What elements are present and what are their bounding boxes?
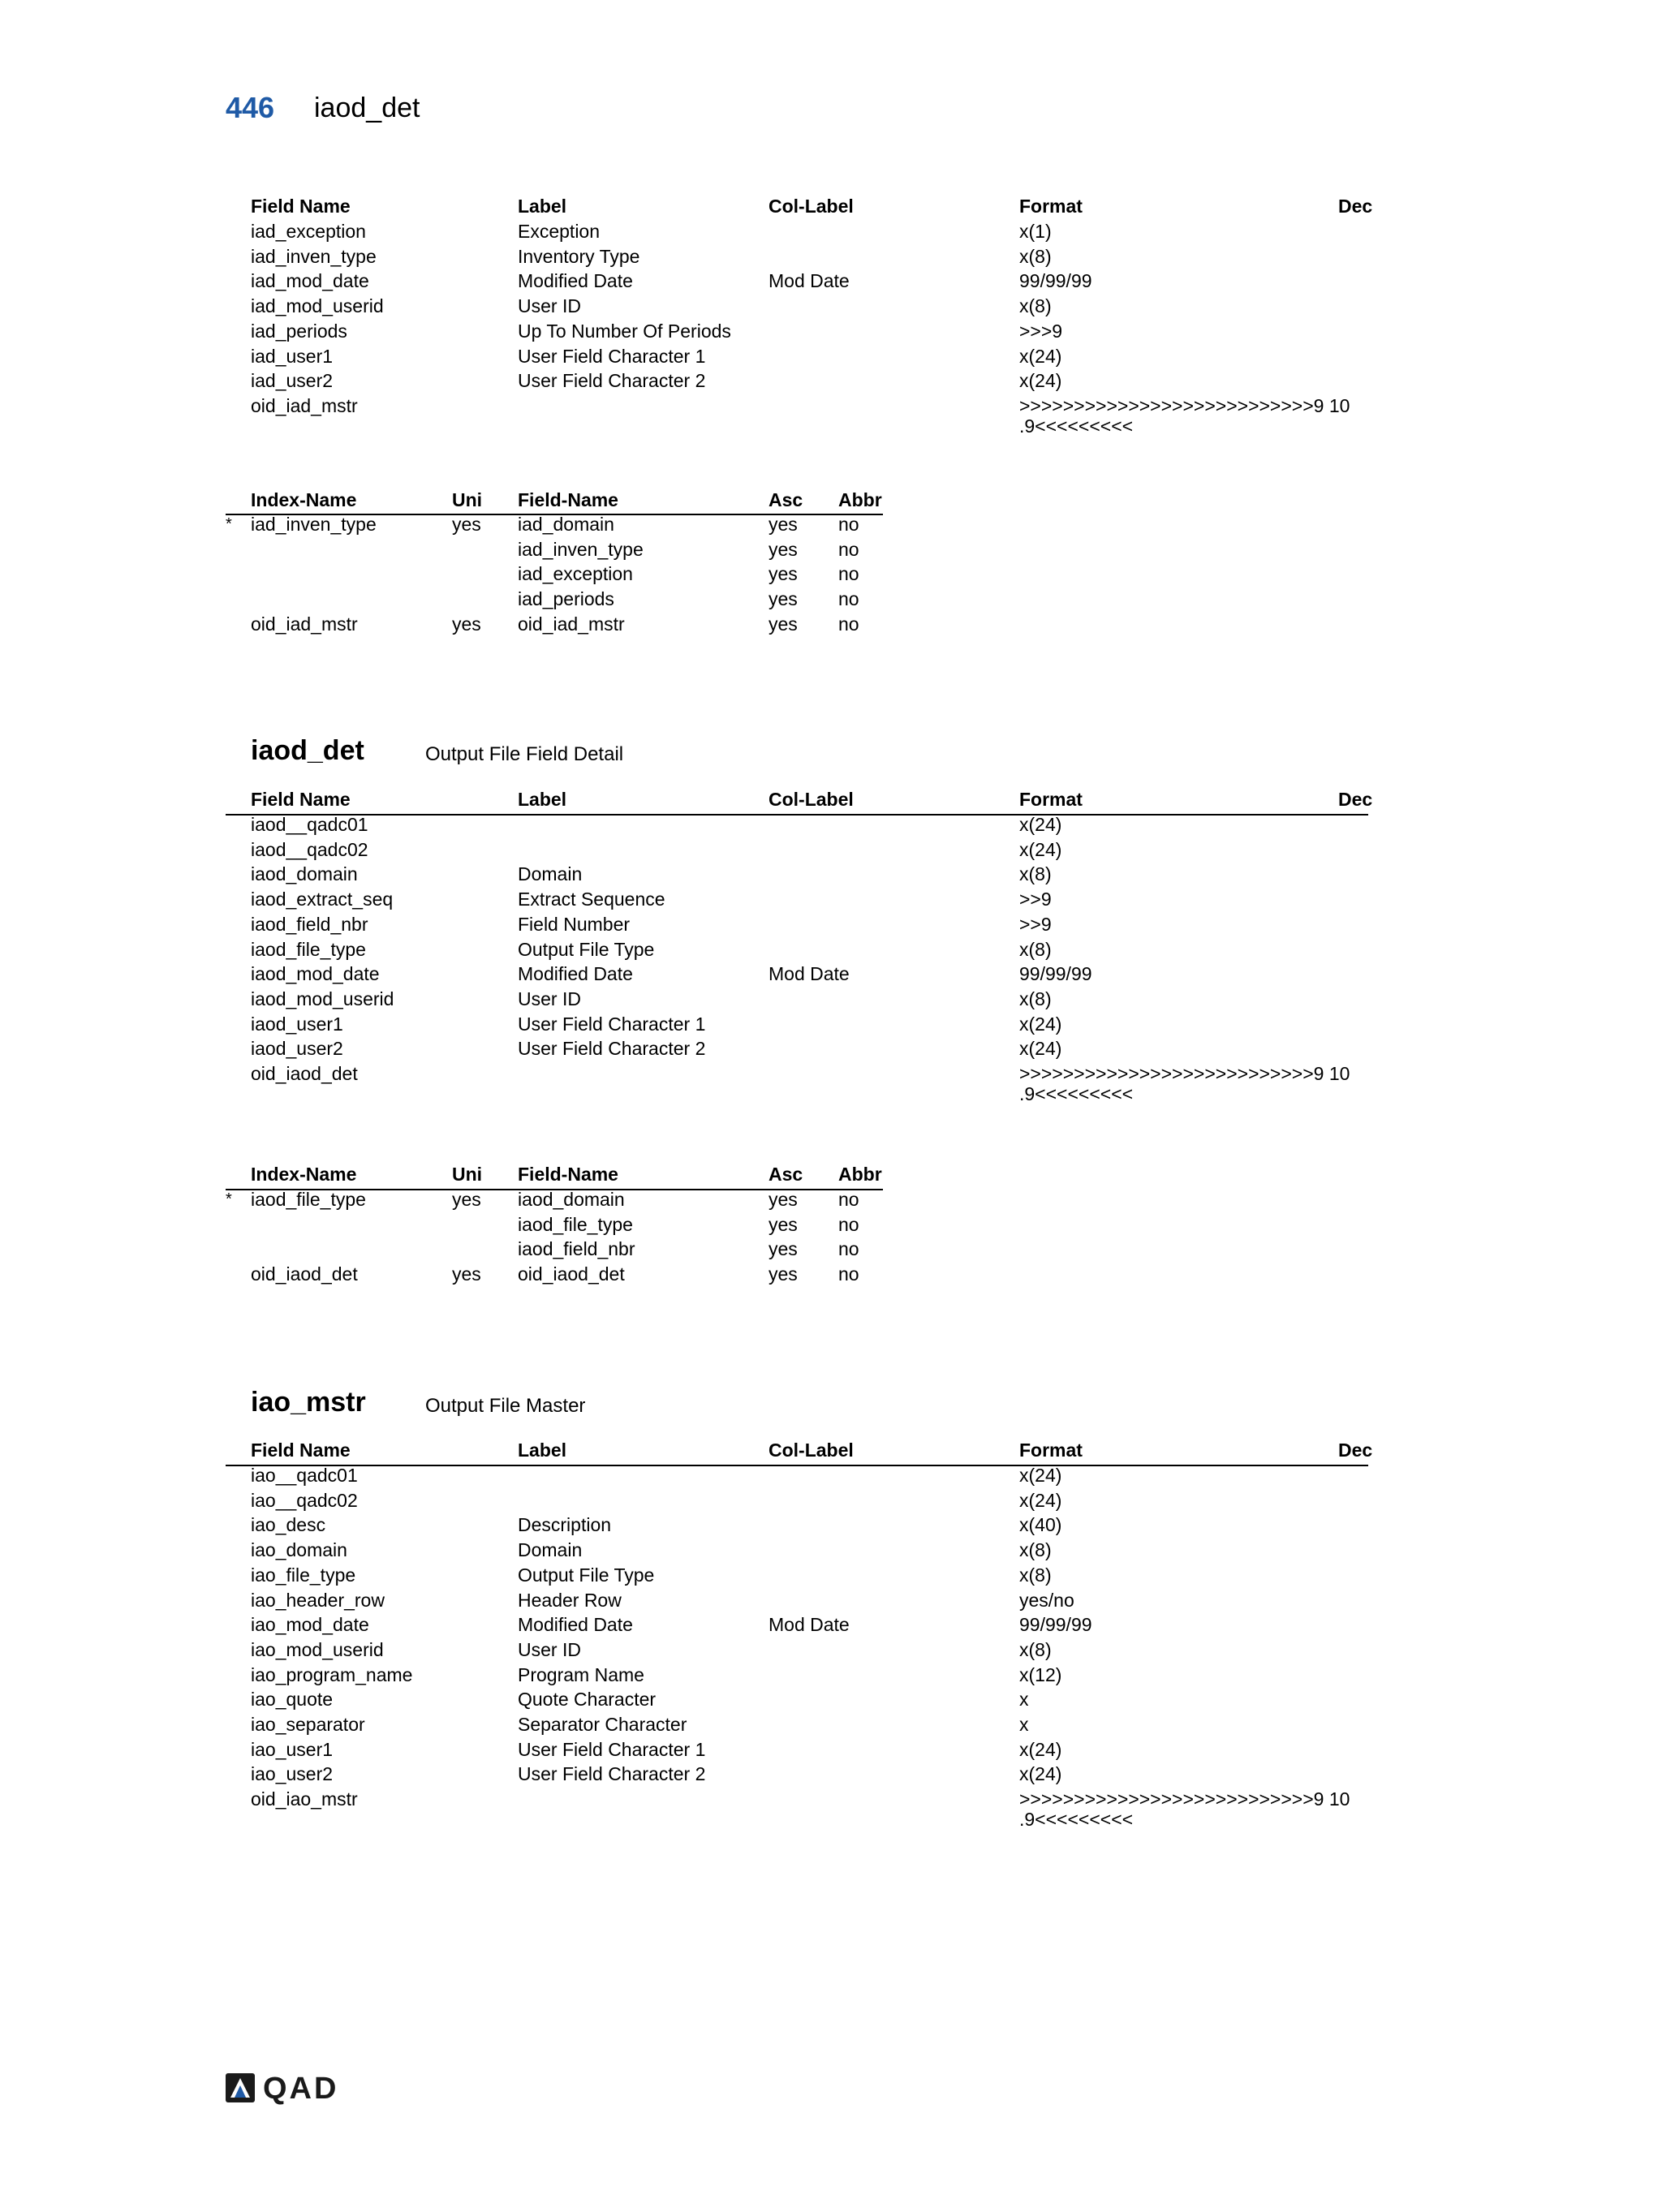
field-format: x(24) xyxy=(1019,1489,1062,1511)
field-format: x(24) xyxy=(1019,1038,1062,1060)
field-name: iao_program_name xyxy=(251,1663,413,1685)
field-label: Inventory Type xyxy=(518,245,640,267)
field-name-header: Field-Name xyxy=(518,489,618,510)
field-format: x(8) xyxy=(1019,1638,1052,1660)
field-format: >>9 xyxy=(1019,889,1052,910)
field-name: oid_iad_mstr xyxy=(251,394,358,416)
index-ascending: yes xyxy=(769,588,798,610)
field-name: iaod__qadc02 xyxy=(251,838,368,860)
field-label: User Field Character 1 xyxy=(518,345,706,367)
field-name: iad_mod_date xyxy=(251,270,369,292)
field-format: >>>9 xyxy=(1019,320,1063,342)
table-row xyxy=(0,319,1461,344)
field-name: iao__qadc01 xyxy=(251,1465,358,1486)
table-row xyxy=(0,937,1461,962)
field-table-header xyxy=(0,1438,1461,1463)
table-row xyxy=(0,1563,1461,1588)
field-format: x(8) xyxy=(1019,1539,1052,1561)
field-name: iaod_domain xyxy=(251,863,358,885)
table-row xyxy=(0,1061,1461,1087)
field-label: Modified Date xyxy=(518,1614,633,1636)
primary-index-marker: * xyxy=(226,515,232,533)
field-format: >>>>>>>>>>>>>>>>>>>>>>>>>>>9 10 xyxy=(1019,1063,1350,1084)
field-table-header xyxy=(0,787,1461,812)
field-format: x(24) xyxy=(1019,1465,1062,1486)
field-format: 99/99/99 xyxy=(1019,963,1092,985)
qad-logo-text: QAD xyxy=(263,2072,339,2106)
table-row xyxy=(0,1737,1461,1762)
table-row xyxy=(0,1012,1461,1037)
table-row xyxy=(0,1712,1461,1737)
field-label: Output File Type xyxy=(518,938,655,960)
field-label: User Field Character 1 xyxy=(518,1738,706,1760)
index-table-header xyxy=(0,1162,1461,1187)
page-title: iaod_det xyxy=(314,93,420,123)
index-ascending: yes xyxy=(769,613,798,635)
dec-header: Dec xyxy=(1338,789,1373,810)
field-label: Domain xyxy=(518,863,583,885)
format-header: Format xyxy=(1019,1440,1083,1461)
index-name: iaod_file_type xyxy=(251,1189,366,1210)
col-label-header: Col-Label xyxy=(769,789,854,810)
asc-header: Asc xyxy=(769,489,803,510)
field-name: iaod_extract_seq xyxy=(251,889,394,910)
index-row xyxy=(0,1262,1461,1287)
field-name: iao__qadc02 xyxy=(251,1489,358,1511)
index-abbreviated: no xyxy=(838,514,859,535)
index-abbreviated: no xyxy=(838,1263,859,1285)
field-name-header: Field Name xyxy=(251,789,351,810)
index-field-name: oid_iad_mstr xyxy=(518,613,625,635)
table-row xyxy=(0,837,1461,863)
field-name: iad_periods xyxy=(251,320,347,342)
field-format: x(24) xyxy=(1019,1738,1062,1760)
field-label: Up To Number Of Periods xyxy=(518,320,731,342)
field-name: iad_user1 xyxy=(251,345,334,367)
field-format: x xyxy=(1019,1714,1029,1735)
dec-header: Dec xyxy=(1338,196,1373,217)
table-row xyxy=(0,1513,1461,1538)
asc-header: Asc xyxy=(769,1164,803,1185)
field-label: User Field Character 2 xyxy=(518,370,706,392)
field-name: iad_inven_type xyxy=(251,245,377,267)
label-header: Label xyxy=(518,789,567,810)
index-abbreviated: no xyxy=(838,1189,859,1210)
table-row xyxy=(0,1637,1461,1663)
index-ascending: yes xyxy=(769,538,798,560)
table-row xyxy=(0,887,1461,912)
index-field-name: iad_inven_type xyxy=(518,538,644,560)
field-label: User ID xyxy=(518,295,581,317)
field-name: iad_exception xyxy=(251,221,366,242)
field-label: Extract Sequence xyxy=(518,889,665,910)
field-name: iao_header_row xyxy=(251,1589,385,1611)
table-row xyxy=(0,1036,1461,1061)
field-name: iaod__qadc01 xyxy=(251,814,368,835)
field-format: x(24) xyxy=(1019,370,1062,392)
field-format: >>9 xyxy=(1019,913,1052,935)
field-name: iao_quote xyxy=(251,1689,334,1711)
table-row xyxy=(0,1463,1461,1488)
index-row xyxy=(0,562,1461,587)
index-ascending: yes xyxy=(769,1189,798,1210)
field-name: iao_domain xyxy=(251,1539,347,1561)
field-label: User Field Character 2 xyxy=(518,1038,706,1060)
field-format-continuation: .9<<<<<<<<< xyxy=(1019,1083,1134,1104)
index-field-name: iad_domain xyxy=(518,514,614,535)
field-name: iad_mod_userid xyxy=(251,295,384,317)
primary-index-marker: * xyxy=(226,1190,232,1208)
table-row xyxy=(0,244,1461,269)
page-number: 446 xyxy=(226,91,275,124)
field-name: iaod_mod_date xyxy=(251,963,380,985)
table-row xyxy=(0,812,1461,837)
field-format: x(1) xyxy=(1019,221,1052,242)
field-label: Modified Date xyxy=(518,963,633,985)
col-label-header: Col-Label xyxy=(769,196,854,217)
table-row xyxy=(0,344,1461,369)
index-name-header: Index-Name xyxy=(251,1164,357,1185)
field-label: Description xyxy=(518,1514,612,1536)
field-format: x(24) xyxy=(1019,1763,1062,1785)
field-label: Exception xyxy=(518,221,601,242)
index-unique: yes xyxy=(452,514,481,535)
table-description: Output File Field Detail xyxy=(425,743,624,765)
field-label: User Field Character 1 xyxy=(518,1013,706,1035)
field-name: iaod_user2 xyxy=(251,1038,343,1060)
label-header: Label xyxy=(518,1440,567,1461)
index-name: oid_iaod_det xyxy=(251,1263,358,1285)
index-field-name: iad_exception xyxy=(518,563,633,585)
index-ascending: yes xyxy=(769,1263,798,1285)
index-row xyxy=(0,1237,1461,1262)
index-field-name: iad_periods xyxy=(518,588,614,610)
index-row xyxy=(0,1212,1461,1237)
index-row xyxy=(0,1187,1461,1212)
col-label-header: Col-Label xyxy=(769,1440,854,1461)
field-format: 99/99/99 xyxy=(1019,270,1092,292)
field-format: x(24) xyxy=(1019,345,1062,367)
table-row xyxy=(0,912,1461,937)
field-name-header: Field Name xyxy=(251,1440,351,1461)
field-label: User ID xyxy=(518,1638,581,1660)
index-field-name: iaod_field_nbr xyxy=(518,1238,635,1260)
field-format: x(24) xyxy=(1019,814,1062,835)
label-header: Label xyxy=(518,196,567,217)
uni-header: Uni xyxy=(452,489,483,510)
index-field-name: iaod_domain xyxy=(518,1189,625,1210)
index-ascending: yes xyxy=(769,1213,798,1235)
table-row xyxy=(0,987,1461,1012)
table-description: Output File Master xyxy=(425,1395,586,1417)
field-name: iaod_field_nbr xyxy=(251,913,368,935)
table-title: iao_mstr xyxy=(251,1387,366,1418)
format-header: Format xyxy=(1019,196,1083,217)
table-row xyxy=(0,1612,1461,1637)
field-name: iao_file_type xyxy=(251,1564,356,1586)
index-abbreviated: no xyxy=(838,1213,859,1235)
index-row xyxy=(0,587,1461,612)
qad-logo-icon xyxy=(226,2073,255,2102)
table-row xyxy=(0,1488,1461,1513)
table-row xyxy=(0,219,1461,244)
uni-header: Uni xyxy=(452,1164,483,1185)
table-row xyxy=(0,1687,1461,1712)
index-abbreviated: no xyxy=(838,538,859,560)
field-name: iaod_file_type xyxy=(251,938,366,960)
index-abbreviated: no xyxy=(838,613,859,635)
field-label: Quote Character xyxy=(518,1689,657,1711)
index-name: oid_iad_mstr xyxy=(251,613,358,635)
index-name-header: Index-Name xyxy=(251,489,357,510)
field-format: x(8) xyxy=(1019,295,1052,317)
index-row xyxy=(0,612,1461,637)
field-format-continuation: .9<<<<<<<<< xyxy=(1019,1809,1134,1831)
index-abbreviated: no xyxy=(838,1238,859,1260)
field-format-continuation: .9<<<<<<<<< xyxy=(1019,415,1134,437)
field-label: User Field Character 2 xyxy=(518,1763,706,1785)
dec-header: Dec xyxy=(1338,1440,1373,1461)
index-field-name: iaod_file_type xyxy=(518,1213,633,1235)
format-header: Format xyxy=(1019,789,1083,810)
field-format: x(8) xyxy=(1019,988,1052,1009)
field-format: x xyxy=(1019,1689,1029,1711)
table-row xyxy=(0,269,1461,294)
index-row xyxy=(0,537,1461,562)
abbr-header: Abbr xyxy=(838,1164,882,1185)
table-row xyxy=(0,1538,1461,1563)
field-name: iaod_user1 xyxy=(251,1013,343,1035)
field-name: iao_separator xyxy=(251,1714,365,1735)
field-format: x(8) xyxy=(1019,245,1052,267)
table-row xyxy=(0,1787,1461,1812)
field-label: Separator Character xyxy=(518,1714,687,1735)
table-row xyxy=(0,368,1461,394)
field-name: oid_iao_mstr xyxy=(251,1788,358,1810)
index-table-header xyxy=(0,488,1461,513)
field-label: Header Row xyxy=(518,1589,622,1611)
field-col-label: Mod Date xyxy=(769,270,850,292)
field-format: x(8) xyxy=(1019,938,1052,960)
table-title: iaod_det xyxy=(251,735,364,766)
abbr-header: Abbr xyxy=(838,489,882,510)
index-ascending: yes xyxy=(769,514,798,535)
field-label: User ID xyxy=(518,988,581,1009)
index-field-name: oid_iaod_det xyxy=(518,1263,625,1285)
table-row xyxy=(0,294,1461,319)
index-abbreviated: no xyxy=(838,588,859,610)
field-name: iao_user1 xyxy=(251,1738,334,1760)
field-format: x(8) xyxy=(1019,1564,1052,1586)
field-label: Program Name xyxy=(518,1663,644,1685)
field-name-header: Field Name xyxy=(251,196,351,217)
field-name: iao_mod_userid xyxy=(251,1638,384,1660)
field-format: x(40) xyxy=(1019,1514,1062,1536)
index-abbreviated: no xyxy=(838,563,859,585)
field-name: iao_mod_date xyxy=(251,1614,369,1636)
field-format: >>>>>>>>>>>>>>>>>>>>>>>>>>>9 10 xyxy=(1019,394,1350,416)
table-row xyxy=(0,1588,1461,1613)
table-row xyxy=(0,394,1461,419)
table-row xyxy=(0,962,1461,987)
index-ascending: yes xyxy=(769,563,798,585)
field-format: x(24) xyxy=(1019,1013,1062,1035)
field-name: iao_user2 xyxy=(251,1763,334,1785)
index-ascending: yes xyxy=(769,1238,798,1260)
index-row xyxy=(0,512,1461,537)
field-name: iao_desc xyxy=(251,1514,326,1536)
field-format: >>>>>>>>>>>>>>>>>>>>>>>>>>>9 10 xyxy=(1019,1788,1350,1810)
index-unique: yes xyxy=(452,1263,481,1285)
table-row xyxy=(0,1762,1461,1787)
field-format: x(24) xyxy=(1019,838,1062,860)
field-col-label: Mod Date xyxy=(769,1614,850,1636)
index-name: iad_inven_type xyxy=(251,514,377,535)
field-name: oid_iaod_det xyxy=(251,1063,358,1084)
field-name: iad_user2 xyxy=(251,370,334,392)
field-format: 99/99/99 xyxy=(1019,1614,1092,1636)
field-format: yes/no xyxy=(1019,1589,1074,1611)
field-table-header xyxy=(0,194,1461,219)
table-row xyxy=(0,862,1461,887)
field-format: x(12) xyxy=(1019,1663,1062,1685)
field-label: Output File Type xyxy=(518,1564,655,1586)
field-name: iaod_mod_userid xyxy=(251,988,394,1009)
field-name-header: Field-Name xyxy=(518,1164,618,1185)
field-label: Domain xyxy=(518,1539,583,1561)
field-col-label: Mod Date xyxy=(769,963,850,985)
index-unique: yes xyxy=(452,1189,481,1210)
field-format: x(8) xyxy=(1019,863,1052,885)
field-label: Field Number xyxy=(518,913,631,935)
table-row xyxy=(0,1663,1461,1688)
index-unique: yes xyxy=(452,613,481,635)
field-label: Modified Date xyxy=(518,270,633,292)
